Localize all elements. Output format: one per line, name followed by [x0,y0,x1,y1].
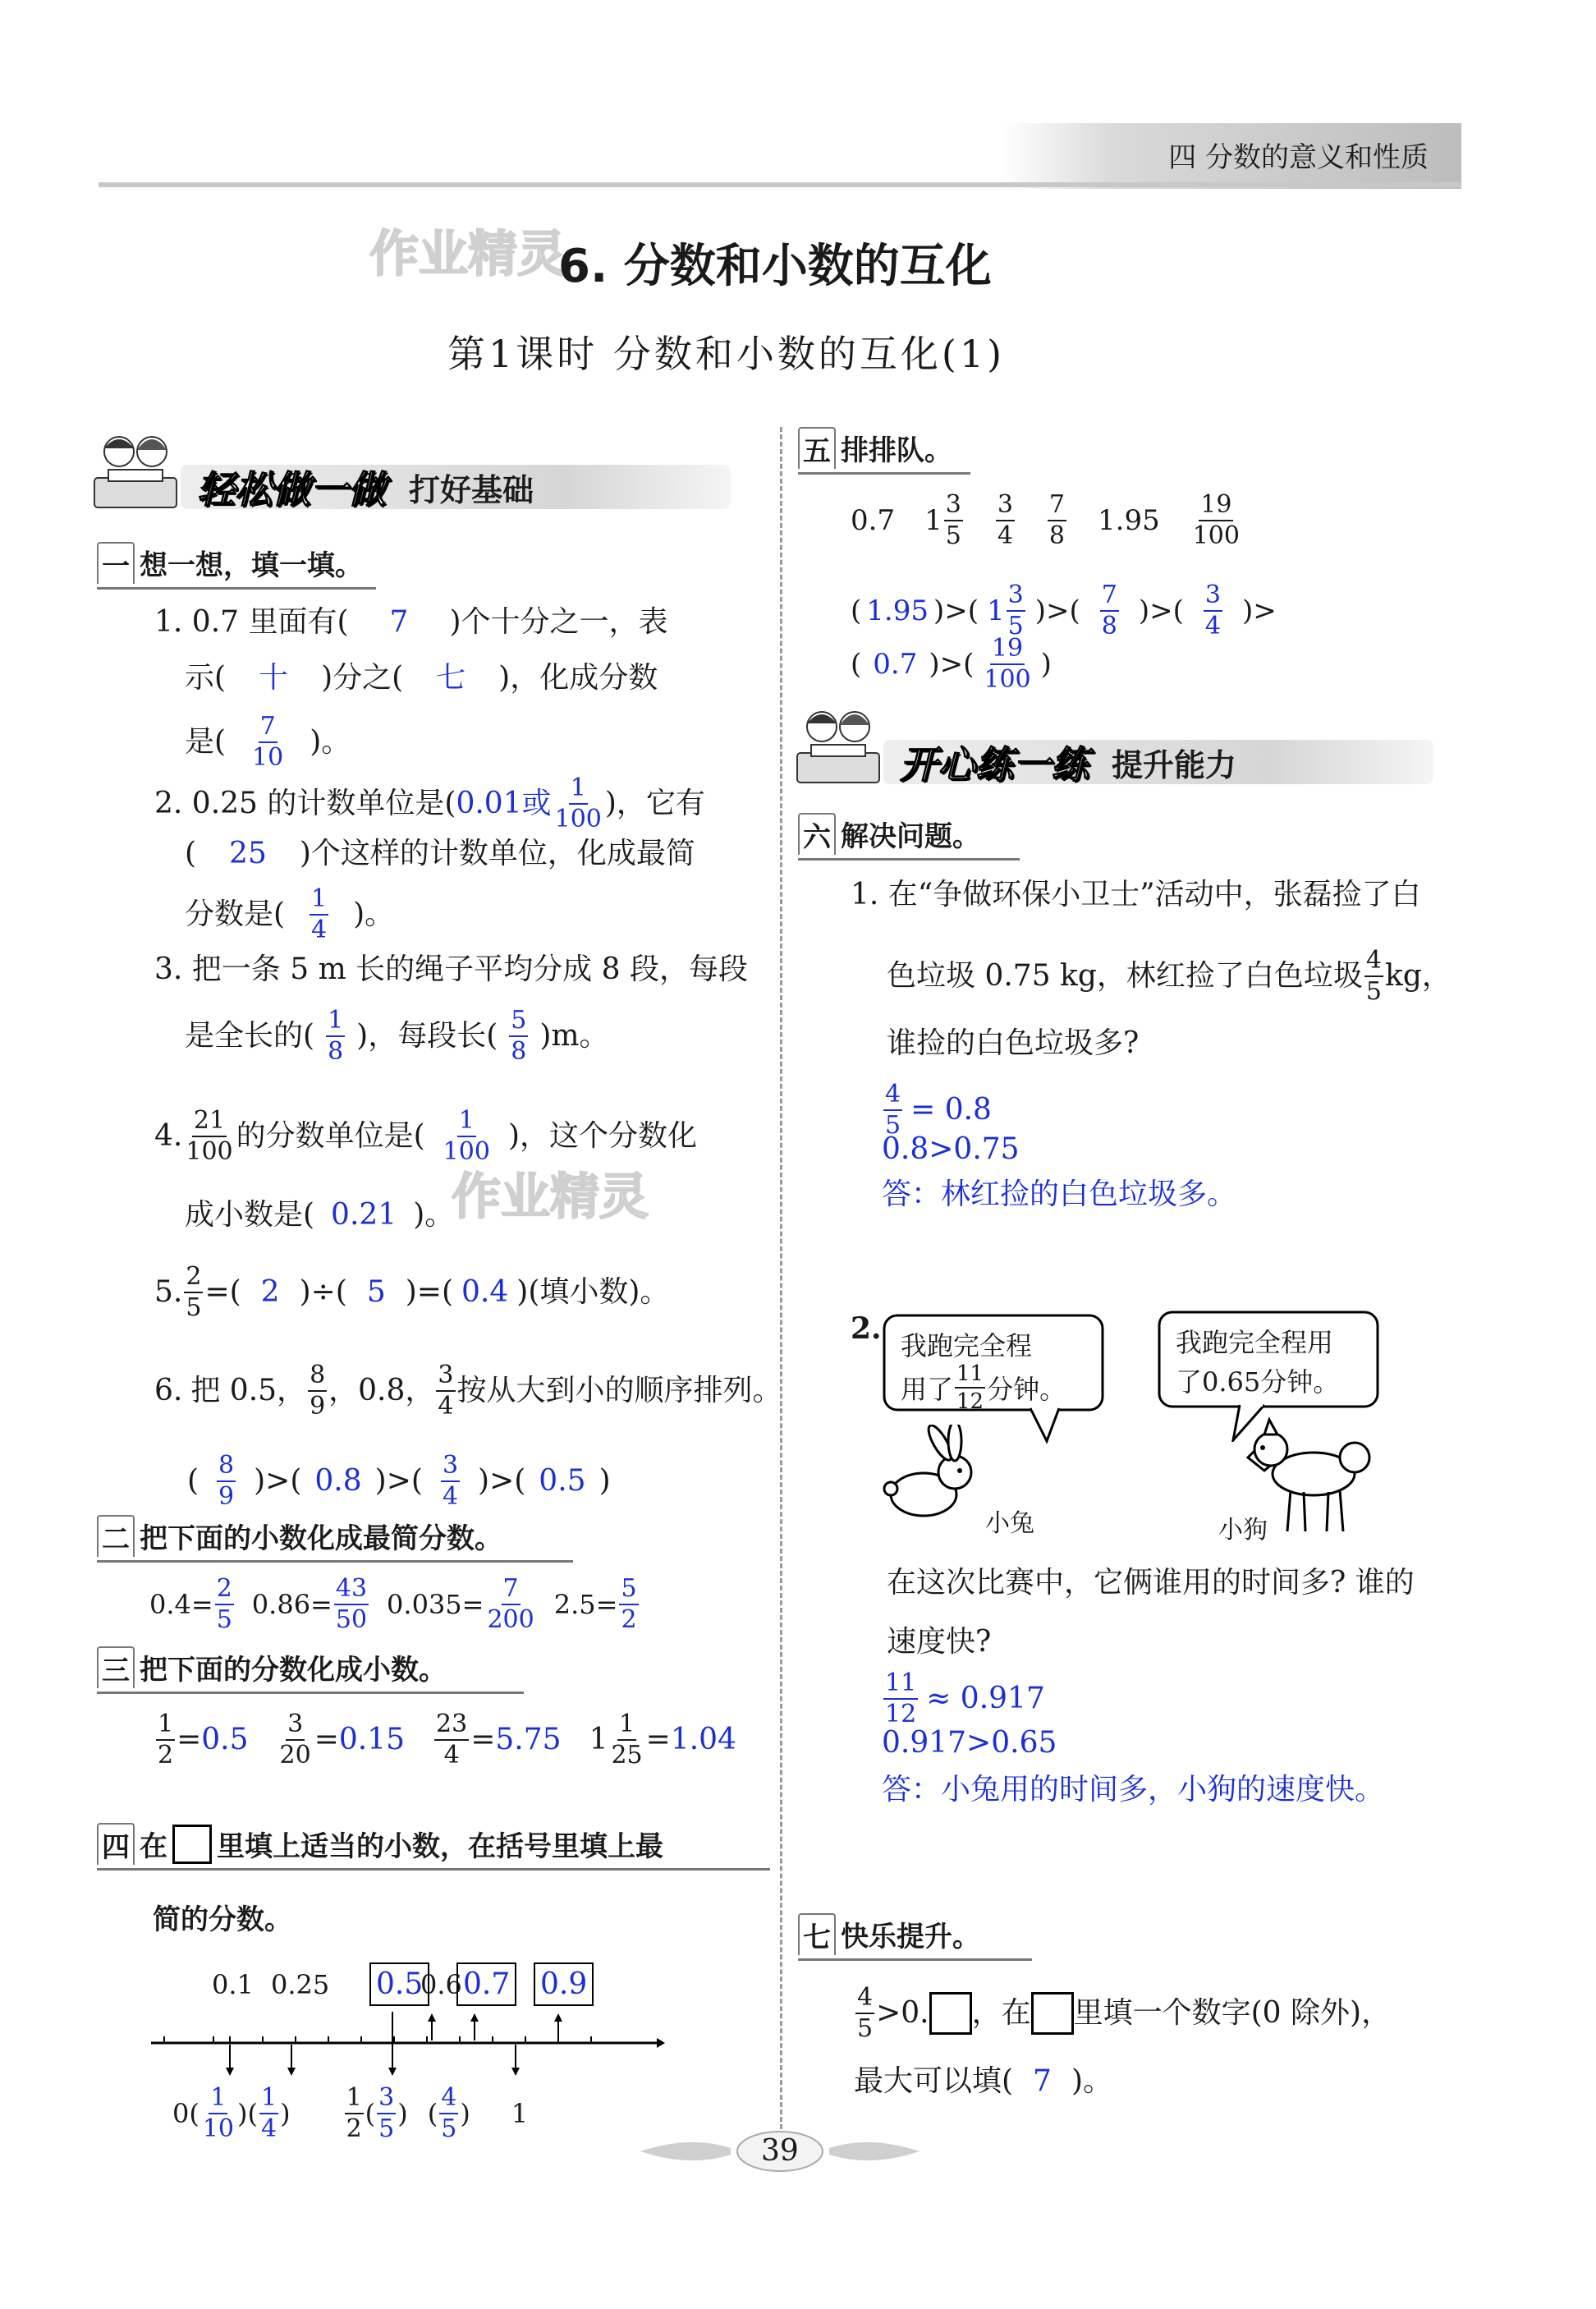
section-1-title: 想一想，填一填。 [140,549,363,582]
p1-work-2: 0.8>0.75 [882,1132,1020,1166]
q6-line2: ( $\frac{8}{9}$ )>( 0.8 )>( $\frac{3}{4}$ )>( 0.5 ) [187,1451,611,1511]
q2-answer-2: 25 [229,837,267,870]
p1-line1: 1. 在“争做环保小卫士”活动中，张磊捡了白 [851,878,1421,911]
box-0-9: 0.9 [534,1962,594,2006]
banner-basic [90,427,731,512]
page-number-ornament [640,2127,920,2176]
header-bar [99,123,1461,189]
p2-number: 2. [851,1311,882,1346]
q6-answer-2: 0.8 [314,1464,362,1498]
digit-box[interactable] [929,1992,972,2035]
p1-line3: 谁捡的白色垃圾多? [887,1026,1140,1060]
q1-answer-2: 十 [259,661,289,695]
section-3-heading: 三 把下面的分数化成小数。 [97,1646,524,1694]
section-5-items: 0.7 1 $\frac{3}{5}$ $\frac{3}{4}$ $\frac{7}{8}$ 1.95 $\frac{19}{100}$ [851,490,1240,550]
kids-reading-icon-2 [793,702,883,784]
q4-line2: 成小数是( 0.21 )。 [185,1198,455,1232]
p2-question-1: 在这次比赛中，它俩谁用的时间多? 谁的 [887,1566,1415,1600]
q1-answer-4: $\frac{7}{10}$ [252,712,284,772]
section-5-heading: 五 排排队。 [798,427,970,475]
p1-answer: 答：林红捡的白色垃圾多。 [882,1177,1237,1211]
q6-answer-4: 0.5 [539,1464,586,1498]
q6-answer-1: $\frac{8}{9}$ [218,1451,235,1511]
rabbit-name: 小兔 [985,1509,1034,1538]
kids-reading-icon [90,427,181,509]
banner-advanced [793,702,1433,787]
s7-line1: $\frac{4}{5}$ >0. ，在 里填一个数字(0 除外)， [857,1983,1392,2043]
section-3-items: $\frac{1}{2}$ = 0.5 $\frac{3}{20}$ = 0.15 $\frac{23}{4}$ = 5.75 1 $\frac{1}{25}$ = 1.04 [158,1710,736,1770]
q1-answer-1: 7 [389,605,409,639]
watermark: 作业精灵 [369,226,566,283]
q6-line1: 6. 把 0.5， $\frac{8}{9}$ ，0.8， $\frac{3}{4}$ 按从大到小的顺序排列。 [154,1361,782,1421]
section-1-number: 一 [97,542,135,584]
dog-speech-bubble: 我跑完全程用 了0.65分钟。 [1158,1311,1387,1421]
q2-line2: ( 25 )个这样的计数单位，化成最简 [185,837,695,870]
p2-work-2: 0.917>0.65 [882,1726,1057,1760]
q4-answer-1: $\frac{1}{100}$ [443,1106,490,1166]
section-4-title-cont: 简的分数。 [153,1903,292,1936]
banner-advanced-small: 提升能力 [1112,746,1237,783]
banner-basic-small: 打好基础 [409,471,534,508]
number-line: 0.1 0.25 0.5 0.6 0.7 0.9 0 ( $\frac{1}{10}$ )( $\frac{1}{4}$ ) $\frac{1}{2}$ ( $\frac{3}{5}$ ) ( $\frac{4}{5}$ ) 1 [148,1962,665,2143]
q4-answer-2: 0.21 [331,1198,397,1232]
banner-basic-big: 轻松做一做 [197,467,386,512]
q1-line3: 是( $\frac{7}{10}$ )。 [185,712,351,772]
watermark-2: 作业精灵 [452,1168,649,1226]
q5-answer-3: 0.4 [461,1275,509,1309]
box-0-7: 0.7 [456,1962,516,2006]
dog-name: 小狗 [1218,1516,1268,1545]
lesson-subtitle: 第1课时 分数和小数的互化(1) [447,332,1006,376]
rabbit-speech-bubble: 我跑完全程 用了 $\frac{11}{12}$ 分钟。 [883,1314,1112,1425]
q2-answer-1: 0.01或 [456,787,552,820]
q5: 5. $\frac{2}{5}$ =( 2 )÷( 5 )=( 0.4 )(填小数)。 [154,1262,670,1322]
p1-line2: 色垃圾 0.75 kg，林红捡了白色垃圾 $\frac{4}{5}$ kg， [887,946,1452,1006]
section-2-heading: 二 把下面的小数化成最简分数。 [97,1515,573,1563]
q2-line1: 2. 0.25 的计数单位是( 0.01或 $\frac{1}{100}$ )，它有 [154,773,705,833]
s7-answer: 7 [1033,2064,1052,2098]
q3-answer-1: $\frac{1}{8}$ [328,1006,344,1066]
s7-line2: 最大可以填( 7 )。 [854,2064,1112,2098]
number-line-bottom: 0 ( $\frac{1}{10}$ )( $\frac{1}{4}$ ) $\frac{1}{2}$ ( $\frac{3}{5}$ ) ( $\frac{4}{5}$ ) 1 [172,2083,529,2143]
page-title: 6. 分数和小数的互化 [558,240,992,293]
q5-answer-2: 5 [366,1275,386,1309]
q3-line1: 3. 把一条 5 m 长的绳子平均分成 8 段，每段 [154,953,748,986]
chapter-title: 四 分数的意义和性质 [1168,141,1429,174]
q3-line2: 是全长的 ( $\frac{1}{8}$ ) ，每段长 ( $\frac{5}{8}$ ) m。 [185,1006,609,1066]
box-0-5: 0.5 [369,1962,429,2006]
rabbit-illustration [883,1425,981,1531]
section-7-heading: 七 快乐提升。 [798,1913,1032,1961]
page-number: 39 [761,2134,799,2168]
p2-work-1: $\frac{11}{12}$ ≈ 0.917 [885,1669,1045,1728]
q6-answer-3: $\frac{3}{4}$ [442,1451,459,1511]
q1-answer-3: 七 [436,661,466,695]
p2-question-2: 速度快? [887,1625,992,1659]
section-5-answer-row1: ( 1.95 )>( 1 $\frac{3}{5}$ )>( $\frac{7}{8}$ )>( $\frac{3}{4}$ )> [851,581,1277,640]
q1-line1: 1. 0.7 里面有( 7 )个十分之一，表 [154,605,668,639]
q2-line3: 分数是( $\frac{1}{4}$ )。 [185,884,395,944]
section-4-heading: 四 在 里填上适当的小数，在括号里填上最 [97,1823,770,1871]
section-6-heading: 六 解决问题。 [798,813,1020,861]
section-5-answer-row2: ( 0.7 )>( $\frac{19}{100}$ ) [851,634,1052,694]
q2-answer-3: $\frac{1}{4}$ [311,884,328,944]
digit-box-2[interactable] [1031,1992,1074,2035]
section-2-items: 0.4= $\frac{2}{5}$ 0.86= $\frac{43}{50}$ 0.035= $\frac{7}{200}$ 2.5= $\frac{5}{2}$ [149,1574,637,1634]
section-1-heading [97,542,376,590]
q1-line2: 示( 十 )分之( 七 )，化成分数 [185,661,658,695]
p2-answer: 答：小兔用的时间多，小狗的速度快。 [882,1773,1385,1806]
q3-answer-2: $\frac{5}{8}$ [511,1006,527,1066]
q5-answer-1: 2 [260,1275,280,1309]
banner-advanced-big: 开心练一练 [900,742,1089,787]
column-divider [780,427,782,2151]
q4-line1: 4. $\frac{21}{100}$ 的分数单位是( $\frac{1}{100}$ )，这个分数化 [154,1106,697,1166]
p1-work-1: $\frac{4}{5}$ = 0.8 [885,1080,992,1140]
